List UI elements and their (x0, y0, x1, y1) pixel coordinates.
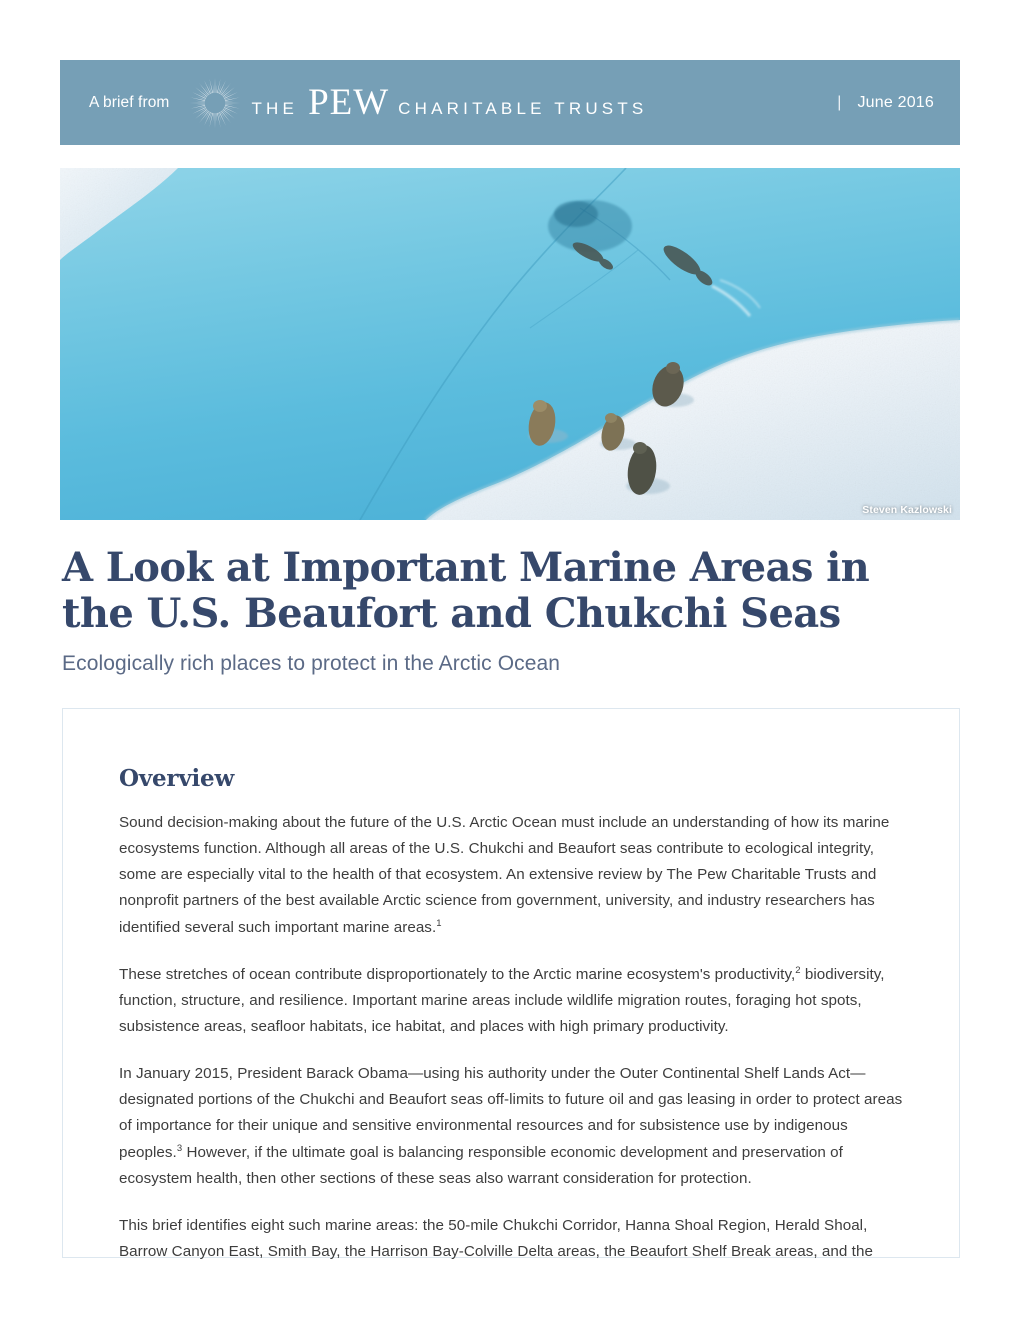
page-title-line-1: A Look at Important Marine Areas in (62, 544, 870, 591)
document-header-bar (60, 60, 960, 145)
footnote-marker-1: 1 (436, 917, 442, 929)
photo-credit: Steven Kazlowski (862, 504, 952, 516)
overview-content-inner (63, 709, 959, 1265)
title-block (62, 545, 962, 676)
overview-paragraph-1 (119, 810, 907, 941)
paragraph-2-text-b: biodiversity, function, structure, and resilience. Important marine areas include wildlife migration routes, foraging hot spots, subsistence areas, seafloor habitats, ice habitat, and places with high primary productivity. (119, 965, 885, 1035)
wordmark-pew: PEW (308, 82, 390, 123)
paragraph-3-text-b: However, if the ultimate goal is balancing responsible economic development and preservation of ecosystem health, then other sections of these seas also warrant consideration for protection. (119, 1143, 843, 1187)
header-date-group (837, 94, 934, 112)
paragraph-1-text: Sound decision-making about the future of the U.S. Arctic Ocean must include an understanding of how its marine ecosystems function. Although all areas of the U.S. Chukchi and Beaufort seas contribute to ecological integrity, some are especially vital to the health of that ecosystem. An extensive review by The Pew Charitable Trusts and nonprofit partners of the best available Arctic science from government, university, and industry researchers has identified several such important marine areas. (119, 814, 890, 936)
wordmark-charitable-trusts: CHARITABLE TRUSTS (398, 99, 648, 118)
page-title (62, 545, 962, 638)
hero-photo (60, 168, 960, 520)
wordmark-the: THE (251, 99, 299, 118)
paragraph-3-text-a: In January 2015, President Barack Obama—using his authority under the Outer Continental Shelf Lands Act—designated portions of the Chukchi and Beaufort seas off-limits to future oil and gas leasing in order to protect areas of importance for their unique and sensitive environmental resources and for subsistence use by indigenous peoples. (119, 1065, 903, 1161)
overview-paragraph-2 (119, 962, 907, 1040)
overview-paragraph-3 (119, 1061, 907, 1192)
pew-wordmark (251, 84, 647, 121)
header-separator: | (837, 93, 842, 111)
footnote-marker-3: 3 (176, 1142, 183, 1154)
page-title-line-2: the U.S. Beaufort and Chukchi Seas (62, 590, 841, 638)
section-heading-overview: Overview (119, 765, 235, 792)
overview-paragraph-4: This brief identifies eight such marine areas: the 50-mile Chukchi Corridor, Hanna Shoal Region, Herald Shoal, Barrow Canyon East, Smith Bay, the Harrison Bay-Colville Delta areas, the Beaufort Shelf Break areas, and the (119, 1216, 873, 1260)
page-subtitle: Ecologically rich places to protect in the Arctic Ocean (62, 651, 561, 675)
pew-sunburst-icon (185, 73, 245, 133)
footnote-marker-2: 2 (795, 964, 801, 976)
paragraph-2-text-a: These stretches of ocean contribute disproportionately to the Arctic marine ecosystem's productivity, (119, 965, 796, 983)
publication-date: June 2016 (857, 93, 934, 111)
brief-from-label: A brief from (89, 93, 170, 111)
overview-content-box (62, 708, 960, 1258)
